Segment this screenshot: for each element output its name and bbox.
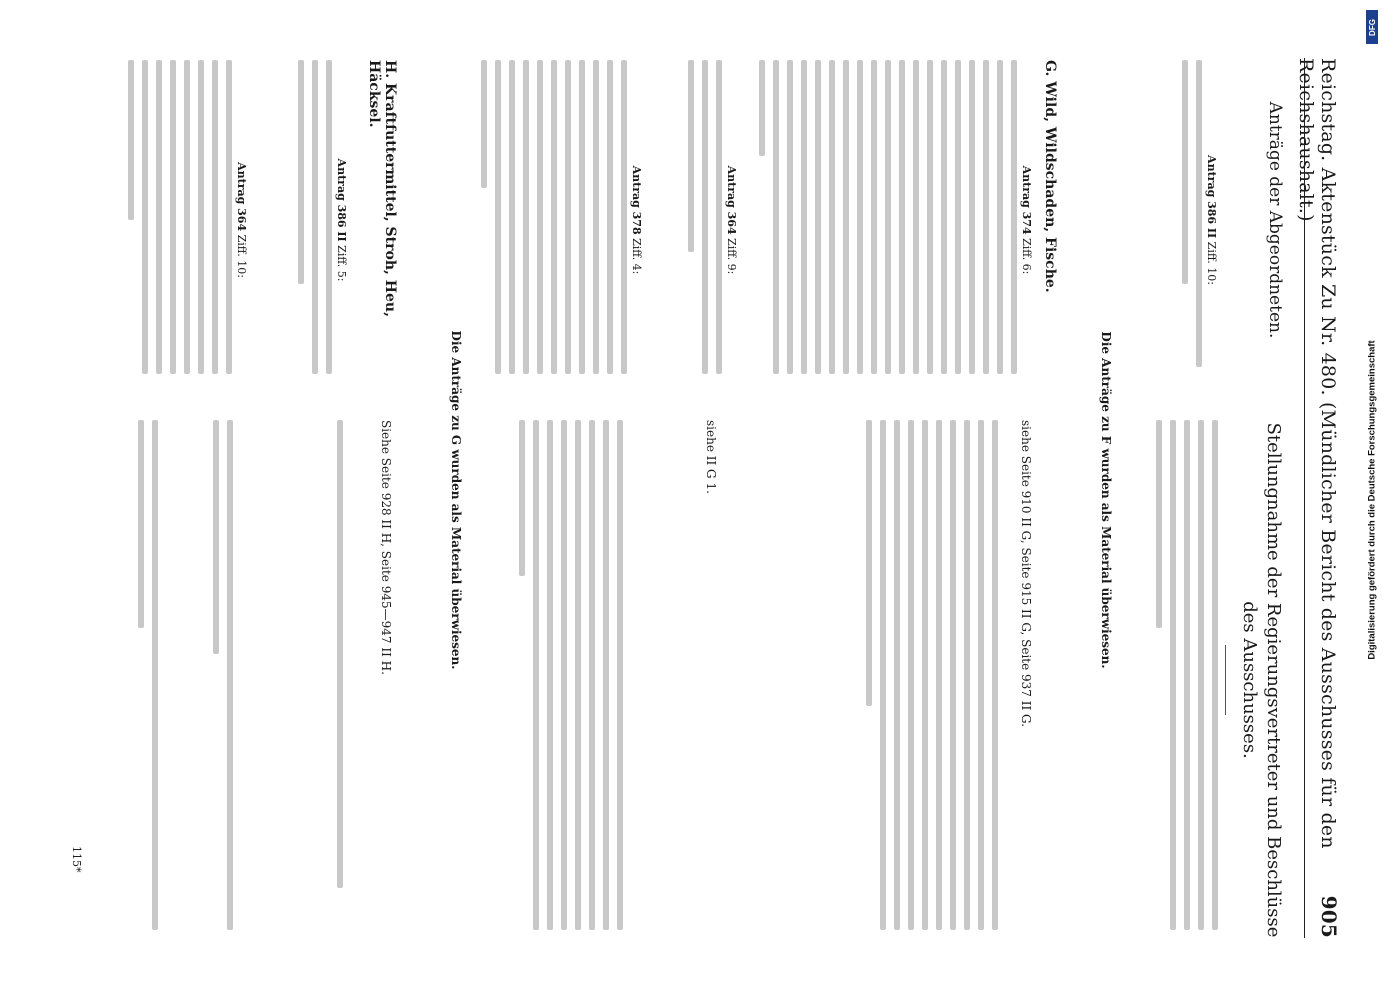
motion-reference [630, 60, 643, 380]
response-entry-7 [130, 420, 158, 940]
motion-clause: Ziff. 9: [725, 238, 738, 275]
page-number: 905 [1317, 895, 1341, 938]
response-text-placeholder [138, 420, 158, 940]
motion-text-placeholder [298, 60, 332, 380]
motion-number: Antrag 364 [235, 162, 248, 232]
response-entry-5 [329, 420, 343, 940]
response-text-placeholder [519, 420, 623, 940]
response-text-placeholder [213, 420, 233, 940]
dfg-credit [1365, 10, 1379, 990]
motion-entry-6 [120, 60, 248, 380]
motion-clause: Ziff. 5: [335, 245, 348, 282]
motion-reference [1205, 60, 1218, 380]
column-title-divider [1225, 645, 1226, 715]
motion-text-placeholder [128, 60, 232, 380]
motion-clause: Ziff. 4: [630, 238, 643, 275]
motion-reference [725, 60, 738, 380]
motion-entry-5 [290, 60, 348, 380]
motion-clause: Ziff. 6: [1020, 238, 1033, 275]
motion-clause: Ziff. 10: [1205, 241, 1218, 285]
motion-text-placeholder [481, 60, 627, 380]
running-header [1295, 58, 1341, 938]
motion-entry-1 [1174, 60, 1218, 380]
credit-text: Digitalisierung gefördert durch die Deutsche Forschungsgemeinschaft [1366, 340, 1378, 660]
motion-reference [1020, 60, 1033, 380]
right-column [1207, 420, 1291, 940]
response-entry-3-reference: siehe II G 1. [704, 420, 718, 494]
motion-number: Antrag 386 II [1205, 155, 1218, 239]
section-heading-h: H. Kraftfuttermittel, Stroh, Heu, Häcksel. [366, 60, 398, 317]
response-text-placeholder [866, 420, 998, 940]
response-entry-2-reference: siehe Seite 910 II G, Seite 915 II G, Seite 937 II G. [1019, 420, 1033, 728]
motion-text-placeholder [1182, 60, 1202, 380]
material-note-f: Die Anträge zu F wurden als Material überwiesen. [1099, 331, 1113, 669]
left-column [1261, 60, 1291, 380]
response-entry-5-reference: Siehe Seite 928 II H, Seite 945—947 II H. [379, 420, 393, 675]
motion-entry-4 [473, 60, 643, 380]
motion-text-placeholder [759, 60, 1017, 380]
header-rule [1304, 58, 1305, 938]
response-text-placeholder [1156, 420, 1218, 940]
response-entry-4 [511, 420, 623, 940]
left-column-title: Anträge der Abgeordneten. [1265, 101, 1285, 339]
right-column-title: Stellungnahme der Regierungsvertreter und Beschlüsse des Ausschusses. [1238, 422, 1284, 938]
header-title: Reichstag. Aktenstück Zu Nr. 480. (Mündlicher Bericht des Ausschusses für den Reichshaushalt.) [1295, 58, 1339, 849]
motion-number: Antrag 386 II [335, 158, 348, 242]
footnote-mark: 115* [70, 846, 83, 873]
section-heading-g: G. Wild, Wildschaden, Fische. [1042, 60, 1058, 293]
motion-entry-3 [680, 60, 738, 380]
motion-text-placeholder [688, 60, 722, 380]
dfg-logo [1366, 10, 1378, 44]
material-note-g: Die Anträge zu G wurden als Material überwiesen. [449, 330, 463, 670]
dfg-logo-text: DFG [1367, 18, 1377, 36]
motion-reference [235, 60, 248, 380]
motion-number: Antrag 374 [1020, 165, 1033, 235]
response-entry-2 [858, 420, 998, 940]
response-text-placeholder [337, 420, 343, 940]
response-entry-6 [205, 420, 233, 940]
motion-number: Antrag 378 [630, 165, 643, 235]
motion-number: Antrag 364 [725, 165, 738, 235]
motion-clause: Ziff. 10: [235, 234, 248, 278]
motion-reference [335, 60, 348, 380]
response-entry-1 [1148, 420, 1218, 940]
motion-entry-2 [751, 60, 1033, 380]
